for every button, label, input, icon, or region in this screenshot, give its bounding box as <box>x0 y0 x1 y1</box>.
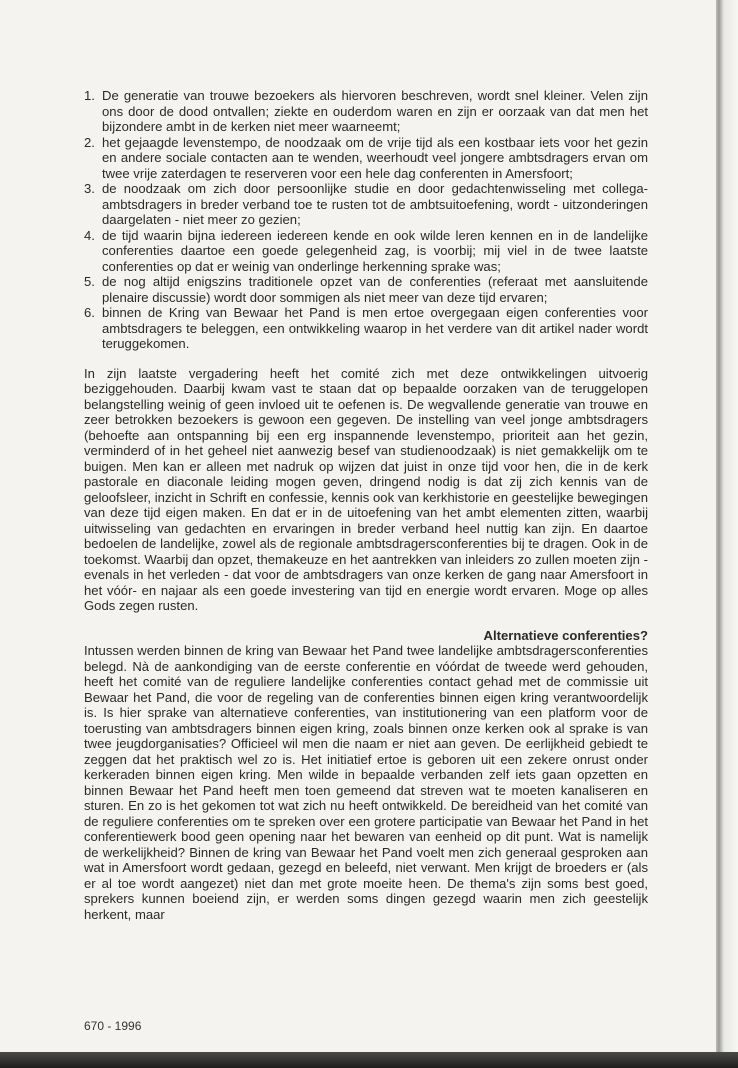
list-item <box>84 305 648 352</box>
list-item <box>84 228 648 275</box>
paragraph-alternative: Intussen werden binnen de kring van Bewaar het Pand twee landelijke ambtsdragersconferenties belegd. Nà de aankondiging van de eerste conferentie en vóórdat de tweede werd gehouden, heeft het comité van de reguliere landelijke conferenties contact gehad met de commissie uit Bewaar het Pand, die voor de regeling van de conferenties binnen eigen kring verantwoordelijk is. Is hier sprake van alternatieve conferenties, van institutionering van een platform voor de toerusting van ambtsdragers binnen eigen kring, zoals binnen onze kerken ook al sprake is van twee jeugdorganisaties? Officieel wil men die naam er niet aan geven. De eerlijkheid gebiedt te zeggen dat het praktisch wel zo is. Het initiatief ertoe is geboren uit een zekere onrust onder kerkeraden binnen eigen kring. Men wilde in bepaalde verbanden zelf iets gaan opzetten en binnen Bewaar het Pand heeft men toen gemeend dat streven wat te moeten kanaliseren en sturen. En zo is het gekomen tot wat zich nu heeft ontwikkeld. De bereidheid van het comité van de reguliere conferenties om te spreken over een grotere participatie van Bewaar het Pand in het conferentiewerk bood geen opening naar het bewaren van eenheid op dit punt. Wat is namelijk de werkelijkheid? Binnen de kring van Bewaar het Pand voelt men zich generaal gesproken aan wat in Amersfoort wordt gedaan, gezegd en beleefd, niet verwant. Men krijgt de broeders er (als er al toe wordt aangezet) niet dan met grote moeite heen. De thema's zijn soms best goed, sprekers kunnen boeiend zijn, er werden soms dingen gezegd waarin men zich geestelijk herkent, maar <box>84 643 648 922</box>
article-body <box>84 88 648 922</box>
list-number: 4. <box>84 227 95 243</box>
section-heading: Alternatieve conferenties? <box>483 627 648 643</box>
page-edge-right <box>716 0 738 1068</box>
list-number: 3. <box>84 181 95 196</box>
list-number: 2. <box>84 134 95 150</box>
list-item <box>84 274 648 305</box>
list-item <box>84 88 648 135</box>
list-number: 5. <box>84 274 95 289</box>
paragraph-committee: In zijn laatste vergadering heeft het comité zich met deze ontwikkelingen uitvoerig beziggehouden. Daarbij kwam vast te staan dat op bepaalde oorzaken van de teruggelopen belangstelling weinig of geen invloed uit te oefenen is. De wegvallende generatie van trouwe en zeer betrokken bezoekers is gewoon een gegeven. De instelling van veel jonge ambtsdragers (behoefte aan ontspanning bij een erg inspannende levenstempo, prioriteit aan het gezin, verminderd of in het geheel niet aanwezig besef van studienoodzaak) is niet gemakkelijk om te buigen. Men kan er alleen met nadruk op wijzen dat juist in onze tijd voor hen, die in de kerk pastorale en diaconale leiding mogen geven, dringend nodig is dat zij zich kennis van de geloofsleer, inzicht in Schrift en confessie, kennis ook van kerkhistorie en geestelijke bewegingen van deze tijd eigen maken. En dat er in de uitoefening van het ambt elementen zitten, waarbij uitwisseling van gedachten en ervaringen in breder verband heel nuttig kan zijn. En daartoe bedoelen de landelijke, zowel als de regionale ambtsdragersconferenties bij te dragen. Ook in de toekomst. Waarbij dan opzet, themakeuze en het aantrekken van inleiders zo zullen moeten zijn - evenals in het verleden - dat voor de ambtsdragers van onze kerken de gang naar Amersfoort in het vóór- en najaar als een goede investering van tijd en energie wordt ervaren. Moge op alles Gods zegen rusten. <box>84 365 648 613</box>
list-number: 1. <box>84 88 95 103</box>
list-item <box>84 135 648 182</box>
list-item-text: De generatie van trouwe bezoekers als hiervoren beschreven, wordt snel kleiner. Velen zijn ons door de dood ontvallen; ziekte en ouderdom waren en zijn er oorzaak van dat men het bijzondere ambt in de kerken niet meer waarneemt; <box>102 88 648 134</box>
list-item-text: de tijd waarin bijna iedereen iedereen kende en ook wilde leren kennen en in de landelijke conferenties daartoe een goede gelegenheid zag, is voorbij; mij viel in de twee laatste conferenties op dat er weinig van onderlinge herkenning sprake was; <box>102 227 648 274</box>
list-item <box>84 181 648 228</box>
list-item-text: de nog altijd enigszins traditionele opzet van de conferenties (referaat met aansluitende plenaire discussie) wordt door sommigen als niet meer van deze tijd ervaren; <box>102 274 648 305</box>
list-item-text: de noodzaak om zich door persoonlijke studie en door gedachtenwisseling met collega-ambtsdragers in breder verband toe te rusten tot de ambtsuitoefening, wordt - uitzonderingen daargelaten - niet meer zo gezien; <box>102 181 648 227</box>
numbered-list <box>84 88 648 352</box>
page-number: 670 - 1996 <box>84 1019 142 1033</box>
list-item-text: binnen de Kring van Bewaar het Pand is men ertoe overgegaan eigen conferenties voor ambtsdragers te beleggen, een ontwikkeling waarop in het verdere van dit artikel nader wordt teruggekomen. <box>102 305 648 351</box>
list-number: 6. <box>84 305 95 320</box>
list-item-text: het gejaagde levenstempo, de noodzaak om de vrije tijd als een kostbaar iets voor het gezin en andere sociale contacten aan te wenden, weerhoudt veel jongere ambtsdragers ervan om twee vrije zaterdagen te reserveren voor een hele dag conferenten in Amersfoort; <box>102 134 648 181</box>
page-edge-bottom <box>0 1052 738 1068</box>
